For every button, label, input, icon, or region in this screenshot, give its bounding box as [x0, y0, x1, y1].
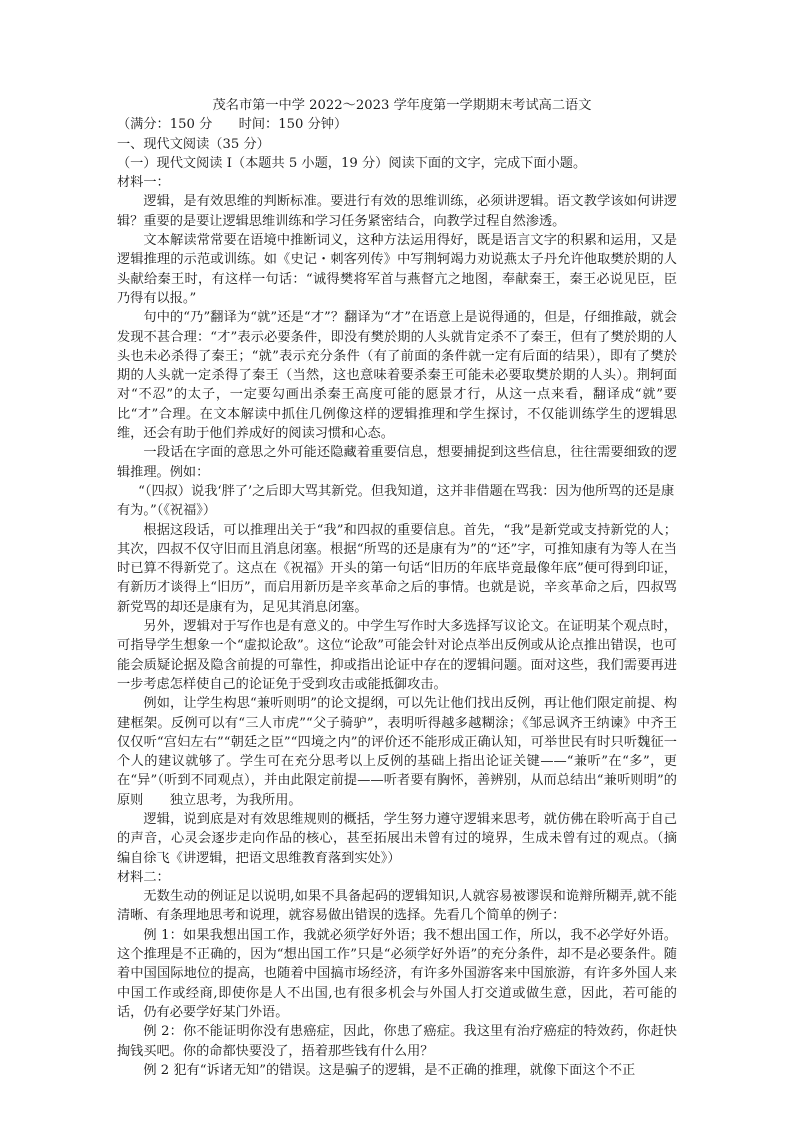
- paragraph: 例 2：你不能证明你没有患癌症，因此，你患了癌症。我这里有治疗癌症的特效药，你赶快掏钱买吧。你的命都快要没了，捂着那些钱有什么用？: [117, 1024, 677, 1059]
- paragraph: 例 2 犯有“诉诸无知”的错误。这是骗子的逻辑，是不正确的推理，就像下面这个不正: [143, 1062, 636, 1078]
- paragraph: 例如，让学生构思“兼听则明”的论文提纲，可以先让他们找出反例，再让他们限定前提、构建框架。反例可以有“三人市虎”“父子骑驴”，表明听得越多越糊涂；《邹忌讽齐王纳谏》中齐王仅仅听“宫妇左右”“朝廷之臣”“四境之内”的评价还不能形成正确认知，可举世民有时只听魏征一个人的建议就够了。学生可在充分思考以上反例的基础上指出论证关键——“兼听”在“多”，更在“异”（听到不同观点），并由此限定前提——听者要有胸怀，善辨别，从而总结出“兼听则明”的原则 独立思考，为我所用。: [117, 696, 677, 808]
- document-body: [117, 96, 677, 1080]
- paragraph: 一段话在字面的意思之外可能还隐藏着重要信息，想要捕捉到这些信息，往往需要细致的逻辑推理。例如：: [117, 445, 677, 480]
- paragraph: 另外，逻辑对于写作也是有意义的。中学生写作时大多选择写议论文。在证明某个观点时，可指导学生想象一个“虚拟论敌”。这位“论敌”可能会针对论点举出反例或从论点推出错误，也可能会质疑论据及隐含前提的可靠性，抑或指出论证中存在的逻辑问题。面对这些，我们需要再进一步考虑怎样使自己的论证免于受到攻击或能抵御攻击。: [117, 619, 677, 692]
- score-time: （满分：150 分 时间：150 分钟）: [117, 117, 348, 133]
- exam-title: 茂名市第一中学 2022～2023 学年度第一学期期末考试高二语文: [212, 98, 592, 113]
- paragraph: 无数生动的例证足以说明,如果不具备起码的逻辑知识,人就容易被谬误和诡辩所糊弄,就不能清晰、有条理地思考和说理，就容易做出错误的选择。先看几个简单的例子：: [117, 889, 677, 924]
- subsection-heading: （一）现代文阅读 I（本题共 5 小题，19 分）阅读下面的文字，完成下面小题。: [117, 155, 587, 171]
- paragraph: 文本解读常常要在语境中推断词义，这种方法运用得好，既是语言文字的积累和运用，又是逻辑推理的示范或训练。如《史记・刺客列传》中写荆轲竭力劝说燕太子丹允许他取樊於期的人头献给秦王时，有这样一句话：“诚得樊将军首与燕督亢之地图，奉献秦王，秦王必说见臣，臣乃得有以报。”: [117, 233, 677, 306]
- paragraph: 句中的“乃”翻译为“就”还是“才”？翻译为“才”在语意上是说得通的，但是，仔细推敲，就会发现不甚合理：“才”表示必要条件，即没有樊於期的人头就肯定杀不了秦王，但有了樊於期的人头也未必杀得了秦王；“就”表示充分条件（有了前面的条件就一定有后面的结果），即有了樊於期的人头就一定杀得了秦王（当然，这也意味着要杀秦王可能未必要取樊於期的人头）。荆轲面对“不忍”的太子，一定要勾画出杀秦王高度可能的愿景才行，从这一点来看，翻译成“就”要比“才”合理。在文本解读中抓住几例像这样的逻辑推理和学生探讨，不仅能训练学生的逻辑思维，还会有助于他们养成好的阅读习惯和心态。: [117, 310, 677, 442]
- material-two-label: 材料二：: [117, 869, 170, 885]
- paragraph: 根据这段话，可以推理出关于“我”和四叔的重要信息。首先，“我”是新党或支持新党的人；其次，四叔不仅守旧而且消息闭塞。根据“所骂的还是康有为”的“还”字，可推知康有为等人在当时已算不得新党了。这点在《祝福》开头的第一句话“旧历的年底毕竟最像年底”便可得到印证，有新历才谈得上“旧历”，而启用新历是辛亥革命之后的事情。也就是说，辛亥革命之后，四叔骂新党骂的却还是康有为，足见其消息闭塞。: [117, 522, 677, 615]
- section-heading: 一、现代文阅读（35 分）: [117, 136, 270, 152]
- paragraph: 逻辑，说到底是对有效思维规则的概括，学生努力遵守逻辑来思考，就仿佛在聆听高于自己的声音，心灵会逐步走向作品的核心，甚至拓展出未曾有过的境界，生成未曾有过的观点。（摘编自徐飞《讲逻辑，把语文思维教育落到实处》）: [117, 811, 677, 866]
- material-one-label: 材料一：: [117, 175, 170, 191]
- paragraph: 例 1：如果我想出国工作，我就必须学好外语；我不想出国工作，所以，我不必学好外语。这个推理是不正确的，因为“想出国工作”只是“必须学好外语”的充分条件，却不是必要条件。随着中国国际地位的提高，也随着中国搞市场经济，有许多外国游客来中国旅游，有许多外国人来中国工作或经商,即使你是人不出国,也有很多机会与外国人打交道或做生意，因此，若可能的话，仍有必要学好某门外语。: [117, 927, 677, 1020]
- quotation: “（四叔）说我‘胖了’之后即大骂其新党。但我知道，这并非借题在骂我：因为他所骂的还是康有为。”（《祝福》）: [117, 483, 675, 519]
- paragraph: 逻辑，是有效思维的判断标准。要进行有效的思维训练，必须讲逻辑。语文教学该如何讲逻辑？重要的是要让逻辑思维训练和学习任务紧密结合，向教学过程自然渗透。: [117, 194, 677, 229]
